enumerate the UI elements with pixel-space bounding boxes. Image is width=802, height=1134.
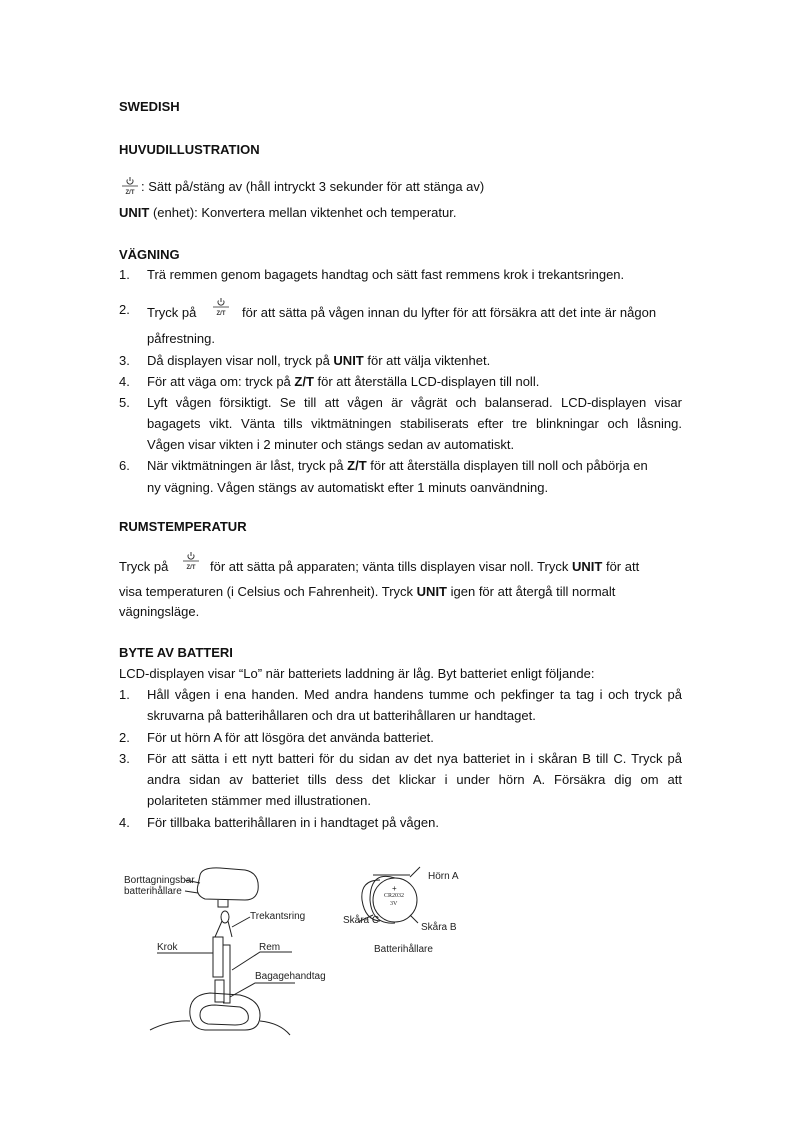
- label-ring: Trekantsring: [250, 911, 306, 922]
- unit-line: UNIT (enhet): Konvertera mellan viktenhet och temperatur.: [119, 205, 457, 220]
- power-line: [119, 176, 484, 199]
- main-illustration-heading: HUVUDILLUSTRATION: [119, 142, 260, 157]
- battery-intro: LCD-displayen visar “Lo” när batteriets laddning är låg. Byt batteriet enligt följande:: [119, 666, 595, 681]
- label-battery-holder: Batterihållare: [374, 944, 433, 955]
- power-zt-icon: [180, 551, 202, 574]
- scale-illustration: [110, 855, 470, 1045]
- label-strap: Rem: [259, 942, 281, 953]
- label-volt: 3V: [390, 901, 398, 907]
- label-holder: Borttagningsbar: [124, 875, 195, 886]
- label-cell: CR2032: [384, 893, 405, 899]
- power-zt-icon: [210, 297, 232, 320]
- label-holder-2: batterihållare: [124, 886, 182, 897]
- weighing-heading: VÄGNING: [119, 247, 180, 262]
- svg-text:Z/T: Z/T: [186, 565, 196, 571]
- power-zt-icon: [119, 176, 141, 199]
- power-desc: : Sätt på/stäng av (håll intryckt 3 sekunder för att stänga av): [141, 178, 485, 194]
- svg-text:Z/T: Z/T: [216, 311, 226, 317]
- label-hook: Krok: [157, 942, 178, 953]
- label-plus: +: [392, 884, 397, 893]
- language-heading: SWEDISH: [119, 99, 180, 114]
- label-handle: Bagagehandtag: [255, 971, 326, 982]
- room-temp-heading: RUMSTEMPERATUR: [119, 519, 247, 534]
- label-slot-c: Skåra C: [343, 915, 380, 926]
- label-corner-a: Hörn A: [428, 871, 459, 882]
- battery-heading: BYTE AV BATTERI: [119, 645, 233, 660]
- svg-text:Z/T: Z/T: [125, 190, 135, 196]
- label-slot-b: Skåra B: [421, 922, 457, 933]
